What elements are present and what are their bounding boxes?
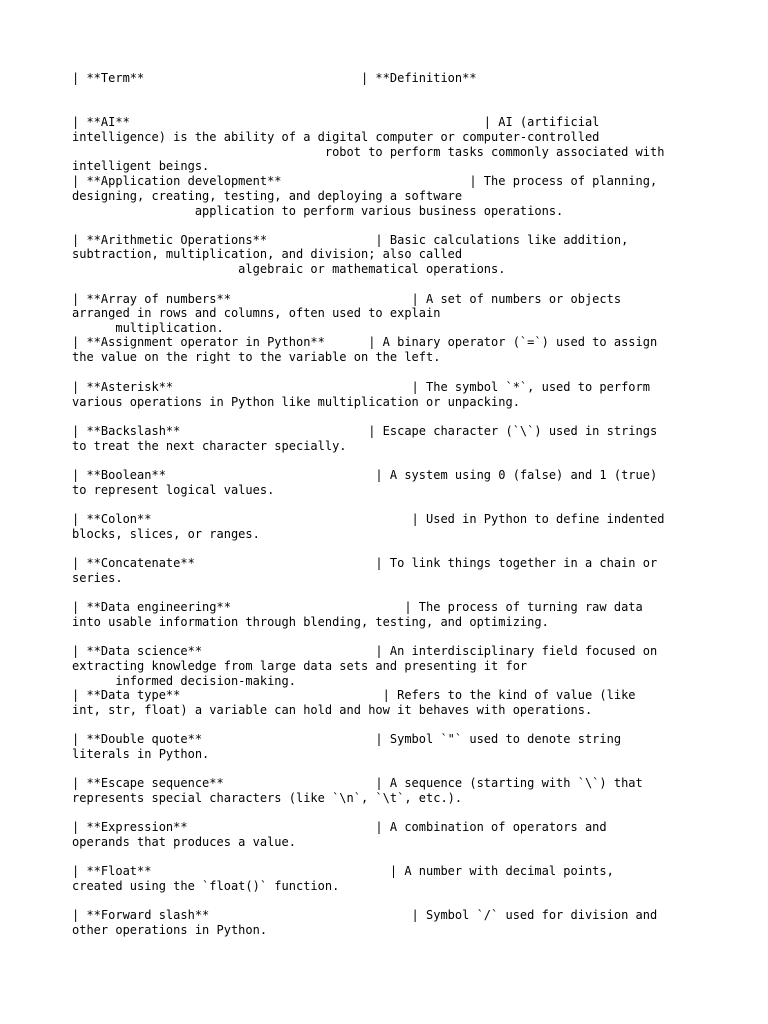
term-data-science-line-1: | **Data science** | An interdisciplinary field focused on — [72, 644, 658, 658]
term-asterisk-line-1: | **Asterisk** | The symbol `*`, used to perform — [72, 380, 650, 394]
term-escape-sequence-line-2: represents special characters (like `\n`, `\t`, etc.). — [72, 791, 463, 805]
term-asterisk-line-2: various operations in Python like multiplication or unpacking. — [72, 395, 520, 409]
term-assignment-operator-line-1: | **Assignment operator in Python** | A binary operator (`=`) used to assign — [72, 335, 658, 349]
term-boolean-line-1: | **Boolean** | A system using 0 (false) and 1 (true) — [72, 468, 658, 482]
term-arithmetic-operations-line-3: algebraic or mathematical operations. — [72, 262, 506, 276]
term-data-science-line-3: informed decision-making. — [72, 674, 296, 688]
term-array-of-numbers-line-3: multiplication. — [72, 321, 224, 335]
term-application-development-line-3: application to perform various business operations. — [72, 204, 564, 218]
term-expression-line-1: | **Expression** | A combination of operators and — [72, 820, 607, 834]
term-ai-line-1: | **AI** | AI (artificial — [72, 115, 600, 129]
table-header-row: | **Term** | **Definition** — [72, 71, 477, 85]
term-expression-line-2: operands that produces a value. — [72, 835, 296, 849]
term-backslash-line-2: to treat the next character specially. — [72, 439, 347, 453]
term-forward-slash-line-2: other operations in Python. — [72, 923, 268, 937]
term-colon-line-1: | **Colon** | Used in Python to define indented — [72, 512, 665, 526]
term-array-of-numbers-line-2: arranged in rows and columns, often used to explain — [72, 306, 441, 320]
term-ai-line-2: intelligence) is the ability of a digital computer or computer-controlled — [72, 130, 600, 144]
term-array-of-numbers-line-1: | **Array of numbers** | A set of numbers or objects — [72, 292, 622, 306]
term-arithmetic-operations-line-2: subtraction, multiplication, and division; also called — [72, 247, 463, 261]
term-double-quote-line-1: | **Double quote** | Symbol `"` used to denote string — [72, 732, 622, 746]
term-float-line-2: created using the `float()` function. — [72, 879, 340, 893]
term-colon-line-2: blocks, slices, or ranges. — [72, 527, 260, 541]
term-data-type-line-1: | **Data type** | Refers to the kind of value (like — [72, 688, 636, 702]
term-application-development-line-1: | **Application development** | The process of planning, — [72, 174, 658, 188]
term-arithmetic-operations-line-1: | **Arithmetic Operations** | Basic calculations like addition, — [72, 233, 629, 247]
term-escape-sequence-line-1: | **Escape sequence** | A sequence (starting with `\`) that — [72, 776, 643, 790]
term-double-quote-line-2: literals in Python. — [72, 747, 210, 761]
term-boolean-line-2: to represent logical values. — [72, 483, 275, 497]
term-application-development-line-2: designing, creating, testing, and deploying a software — [72, 189, 463, 203]
term-data-engineering-line-2: into usable information through blending, testing, and optimizing. — [72, 615, 549, 629]
term-float-line-1: | **Float** | A number with decimal points, — [72, 864, 614, 878]
term-backslash-line-1: | **Backslash** | Escape character (`\`) used in strings — [72, 424, 658, 438]
term-assignment-operator-line-2: the value on the right to the variable on the left. — [72, 350, 441, 364]
term-data-type-line-2: int, str, float) a variable can hold and how it behaves with operations. — [72, 703, 593, 717]
term-concatenate-line-2: series. — [72, 571, 123, 585]
term-ai-line-4: intelligent beings. — [72, 159, 210, 173]
term-concatenate-line-1: | **Concatenate** | To link things together in a chain or — [72, 556, 658, 570]
term-data-science-line-2: extracting knowledge from large data sets and presenting it for — [72, 659, 528, 673]
term-data-engineering-line-1: | **Data engineering** | The process of turning raw data — [72, 600, 643, 614]
term-forward-slash-line-1: | **Forward slash** | Symbol `/` used for division and — [72, 908, 658, 922]
term-ai-line-3: robot to perform tasks commonly associated with — [72, 145, 665, 159]
